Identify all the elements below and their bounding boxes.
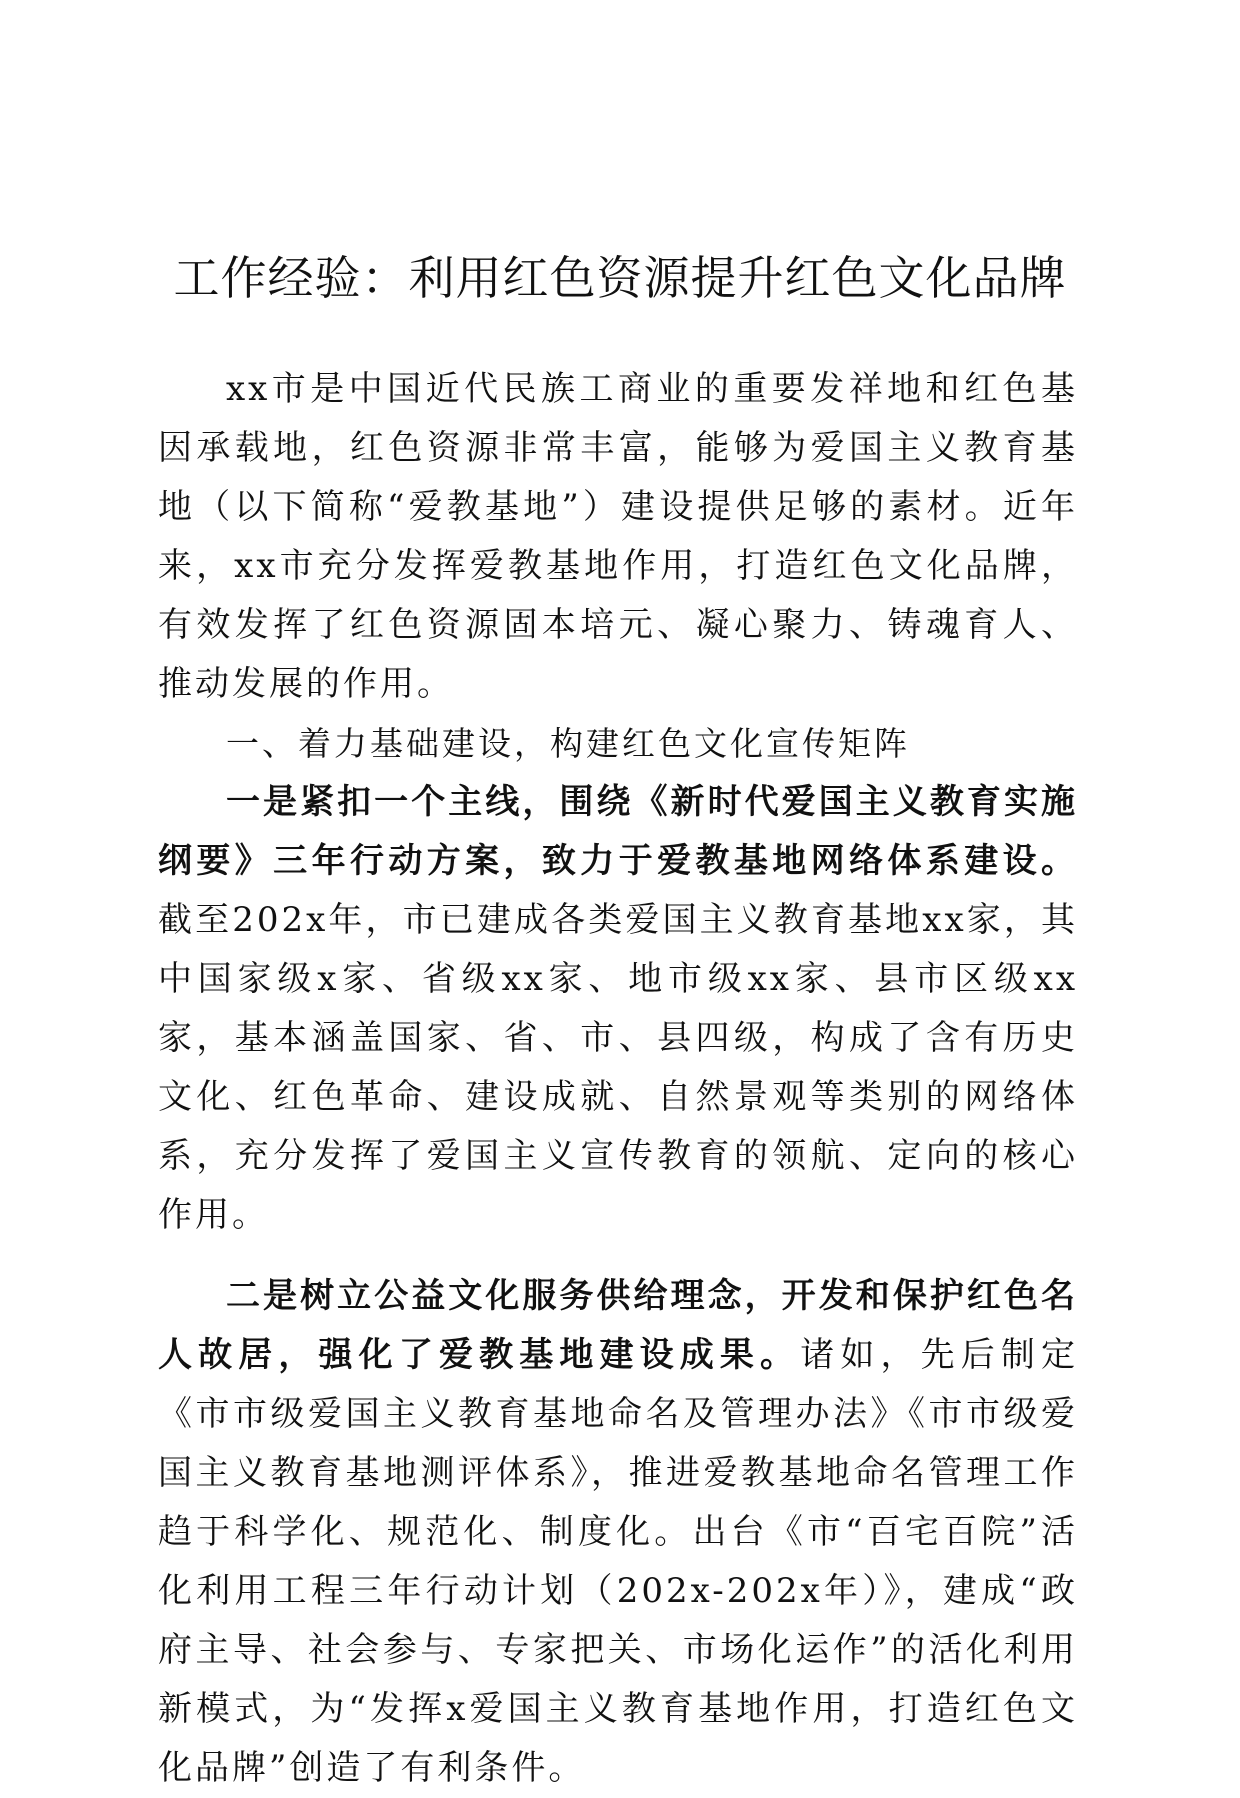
section-heading-1: 一、着力基础建设，构建红色文化宣传矩阵 [226, 724, 910, 763]
point-2-lead: 二是树立公益文化服务供给理念，开发和保护红色名人故居，强化了爱教基地建设成果。 [158, 1276, 1078, 1375]
document-body [158, 360, 1078, 1798]
intro-paragraph: xx市是中国近代民族工商业的重要发祥地和红色基因承载地，红色资源非常丰富，能够为爱国主义教育基地（以下简称“爱教基地”）建设提供足够的素材。近年来，xx市充分发挥爱教基地作用，打造红色文化品牌，有效发挥了红色资源固本培元、凝心聚力、铸魂育人、推动发展的作用。 [158, 369, 1078, 704]
paragraph-spacer [158, 1245, 1078, 1267]
point-2-body: 诸如，先后制定《市市级爱国主义教育基地命名及管理办法》《市市级爱国主义教育基地测评体系》，推进爱教基地命名管理工作趋于科学化、规范化、制度化。出台《市“百宅百院”活化利用工程三年行动计划（202x-202x年）》，建成“政府主导、社会参与、专家把关、市场化运作”的活化利用新模式，为“发挥x爱国主义教育基地作用，打造红色文化品牌”创造了有利条件。 [158, 1335, 1079, 1788]
document-title: 工作经验：利用红色资源提升红色文化品牌 [173, 251, 1067, 305]
point-1-body: 截至202x年，市已建成各类爱国主义教育基地xx家，其中国家级x家、省级xx家、地市级xx家、县市区级xx家，基本涵盖国家、省、市、县四级，构成了含有历史文化、红色革命、建设成就、自然景观等类别的网络体系，充分发挥了爱国主义宣传教育的领航、定向的核心作用。 [158, 900, 1078, 1235]
point-1-lead: 一是紧扣一个主线，围绕《新时代爱国主义教育实施纲要》三年行动方案，致力于爱教基地网络体系建设。 [158, 782, 1078, 881]
point-1-paragraph [158, 773, 1078, 1245]
point-2-paragraph [158, 1267, 1078, 1798]
